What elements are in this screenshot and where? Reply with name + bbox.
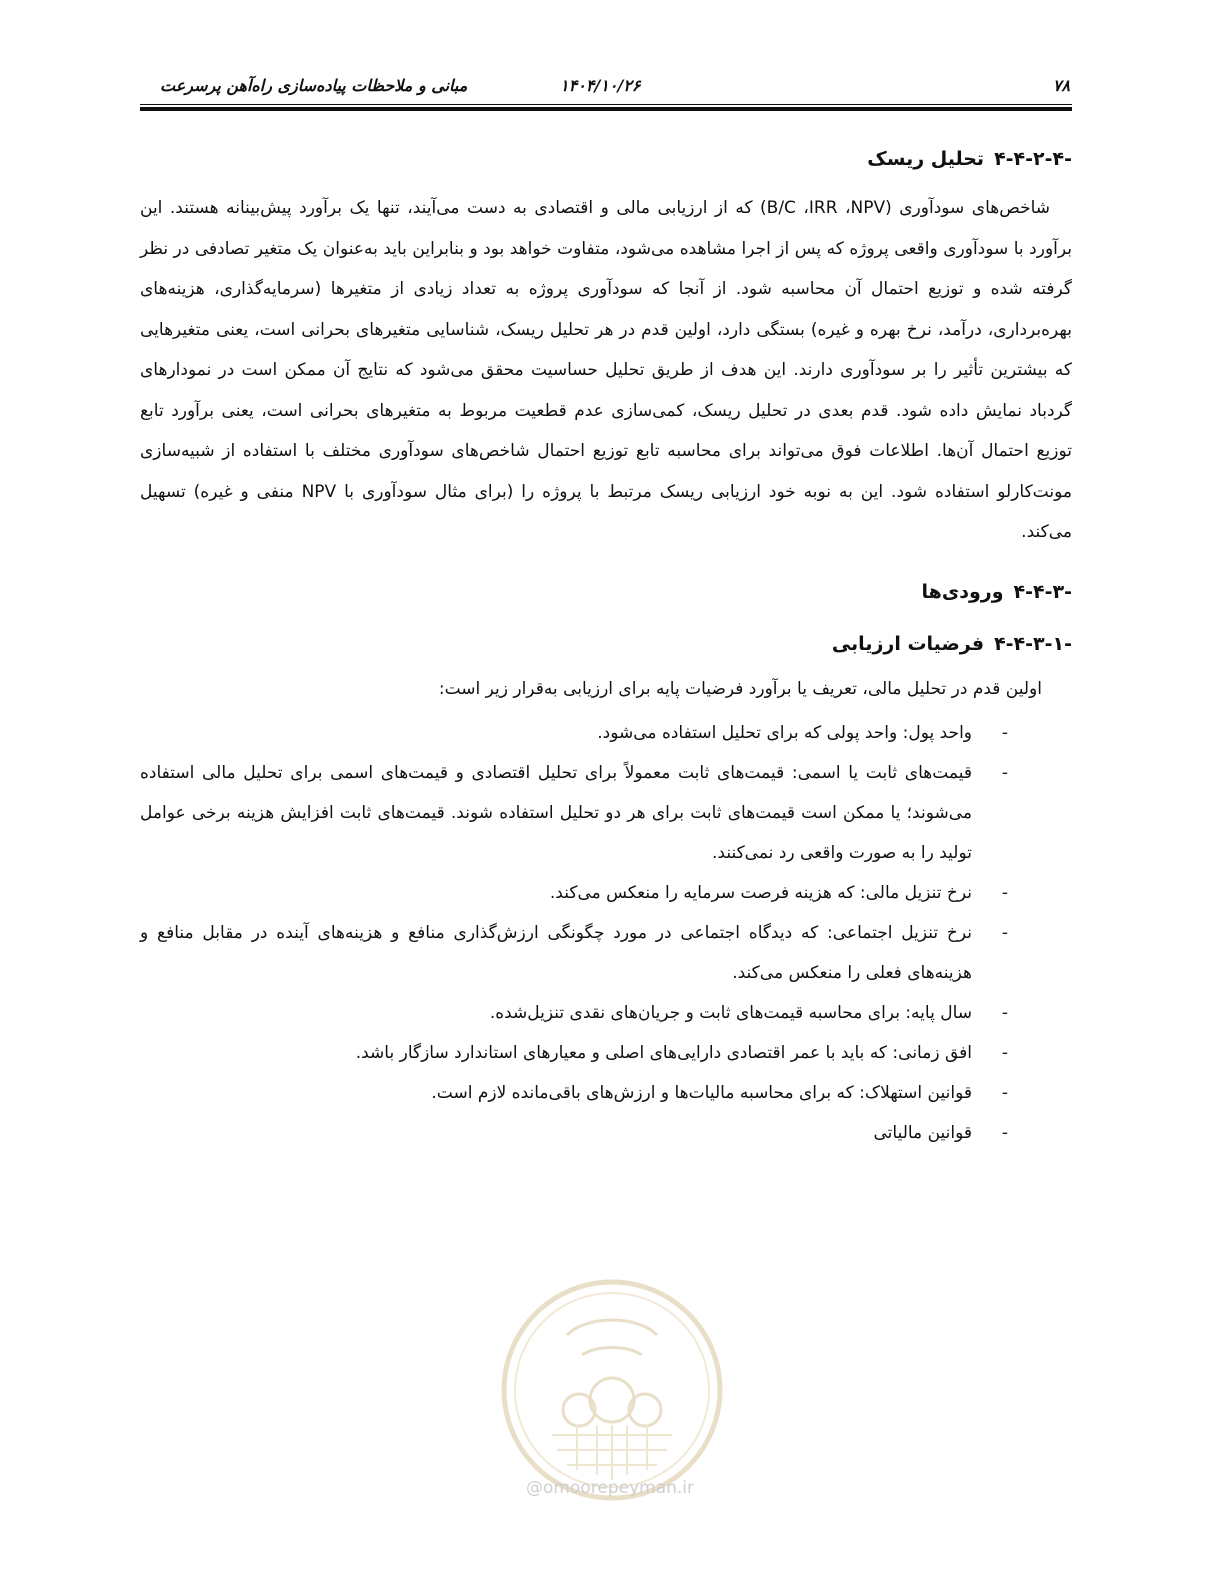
bullet-dash: - [1001,922,1008,943]
header-rule-thin [140,104,1072,105]
list-item-text: نرخ تنزیل اجتماعی: که دیدگاه اجتماعی در مورد چگونگی ارزش‌گذاری منافع و هزینه‌های آینده در مقابل منافع و هزینه‌های فعلی را منعکس می‌کند. [140,922,972,983]
header-date: ۱۴۰۴/۱۰/۲۶ [560,76,641,95]
section-heading-inputs [140,581,1072,603]
list-item-text: قیمت‌های ثابت یا اسمی: قیمت‌های ثابت معمولاً برای تحلیل اقتصادی و قیمت‌های اسمی برای تحلیل مالی استفاده می‌شوند؛ یا ممکن است قیمت‌های ثابت برای هر دو تحلیل استفاده شوند. قیمت‌های ثابت افزایش هزینه برخی عوامل تولید را به صورت واقعی رد نمی‌کنند. [140,762,972,863]
risk-analysis-paragraph: شاخص‌های سودآوری (B/C ،IRR ،NPV) که از ارزیابی مالی و اقتصادی به دست می‌آیند، تنها یک برآورد پیش‌بینانه هستند. این برآورد با سودآوری واقعی پروژه که پس از اجرا مشاهده می‌شود، متفاوت خواهد بود و بنابراین باید به‌عنوان یک متغیر تصادفی در نظر گرفته شده و توزیع احتمال آن محاسبه شود. از آنجا که سودآوری پروژه به تعداد زیادی از متغیرها (سرمایه‌گذاری، هزینه‌های بهره‌برداری، درآمد، نرخ بهره و غیره) بستگی دارد، اولین قدم در هر تحلیل ریسک، شناسایی متغیرهای بحرانی است، یعنی متغیرهایی که بیشترین تأثیر را بر سودآوری دارند. این هدف از طریق تحلیل حساسیت محقق می‌شود که نتایج آن ممکن است در نمودارهای گردباد نمایش داده شود. قدم بعدی در تحلیل ریسک، کمی‌سازی عدم قطعیت مربوط به متغیرهای بحرانی است، یعنی برآورد تابع توزیع احتمال آن‌ها. اطلاعات فوق می‌تواند برای محاسبه تابع توزیع احتمال شاخص‌های سودآوری مختلف با استفاده از شبیه‌سازی مونت‌کارلو استفاده شود. این به نوبه خود ارزیابی ریسک مرتبط با پروژه را (برای مثال سودآوری با NPV منفی و غیره) تسهیل می‌کند. [140,198,1072,542]
section-title: ورودی‌ها [921,580,1004,603]
list-item-text: افق زمانی: که باید با عمر اقتصادی دارایی‌های اصلی و معیارهای استاندارد سازگار باشد. [355,1042,972,1063]
watermark-seal-icon [497,1275,727,1505]
bullet-dash: - [1001,722,1008,743]
bullet-dash: - [1001,1122,1008,1143]
section-number: ۴-۴-۳- [1013,580,1072,603]
list-item-text: قوانین استهلاک: که برای محاسبه مالیات‌ها و ارزش‌های باقی‌مانده لازم است. [431,1082,972,1103]
bullet-dash: - [1001,1082,1008,1103]
section-number: ۴-۴-۲-۴- [994,148,1072,170]
page-header [140,70,1072,100]
bullet-dash: - [1001,762,1008,783]
section-title: تحلیل ریسک [867,148,985,170]
section-title: فرضیات ارزیابی [831,632,985,655]
book-title: مبانی و ملاحظات پیاده‌سازی راه‌آهن پرسرعت [160,76,468,95]
assumptions-intro: اولین قدم در تحلیل مالی، تعریف یا برآورد فرضیات پایه برای ارزیابی به‌قرار زیر است: [438,678,1042,699]
list-item-text: نرخ تنزیل مالی: که هزینه فرصت سرمایه را منعکس می‌کند. [549,882,972,903]
list-item [140,873,1072,913]
list-item-text: قوانین مالیاتی [873,1122,972,1143]
section-number: ۴-۴-۳-۱- [994,632,1072,655]
list-item [140,913,1072,993]
list-item-text: واحد پول: واحد پولی که برای تحلیل استفاده می‌شود. [597,722,972,743]
page-number: ۷۸ [1052,76,1070,95]
bullet-dash: - [1001,1002,1008,1023]
watermark-url: @omoorepeyman.ir [525,1478,695,1498]
section-heading-risk-analysis [140,148,1072,170]
list-item [140,753,1072,873]
bullet-dash: - [1001,1042,1008,1063]
list-item [140,993,1072,1033]
list-item [140,1073,1072,1113]
list-item [140,1033,1072,1073]
list-item-text: سال پایه: برای محاسبه قیمت‌های ثابت و جریان‌های نقدی تنزیل‌شده. [489,1002,972,1023]
section-heading-assumptions [140,633,1072,655]
bullet-dash: - [1001,882,1008,903]
list-item [140,1113,1072,1153]
list-item [140,713,1072,753]
watermark-url-text: omoorepeyman.ir [542,1478,695,1498]
header-rule-thick [140,107,1072,111]
page-content [140,140,1072,1153]
assumptions-list [140,713,1072,1153]
